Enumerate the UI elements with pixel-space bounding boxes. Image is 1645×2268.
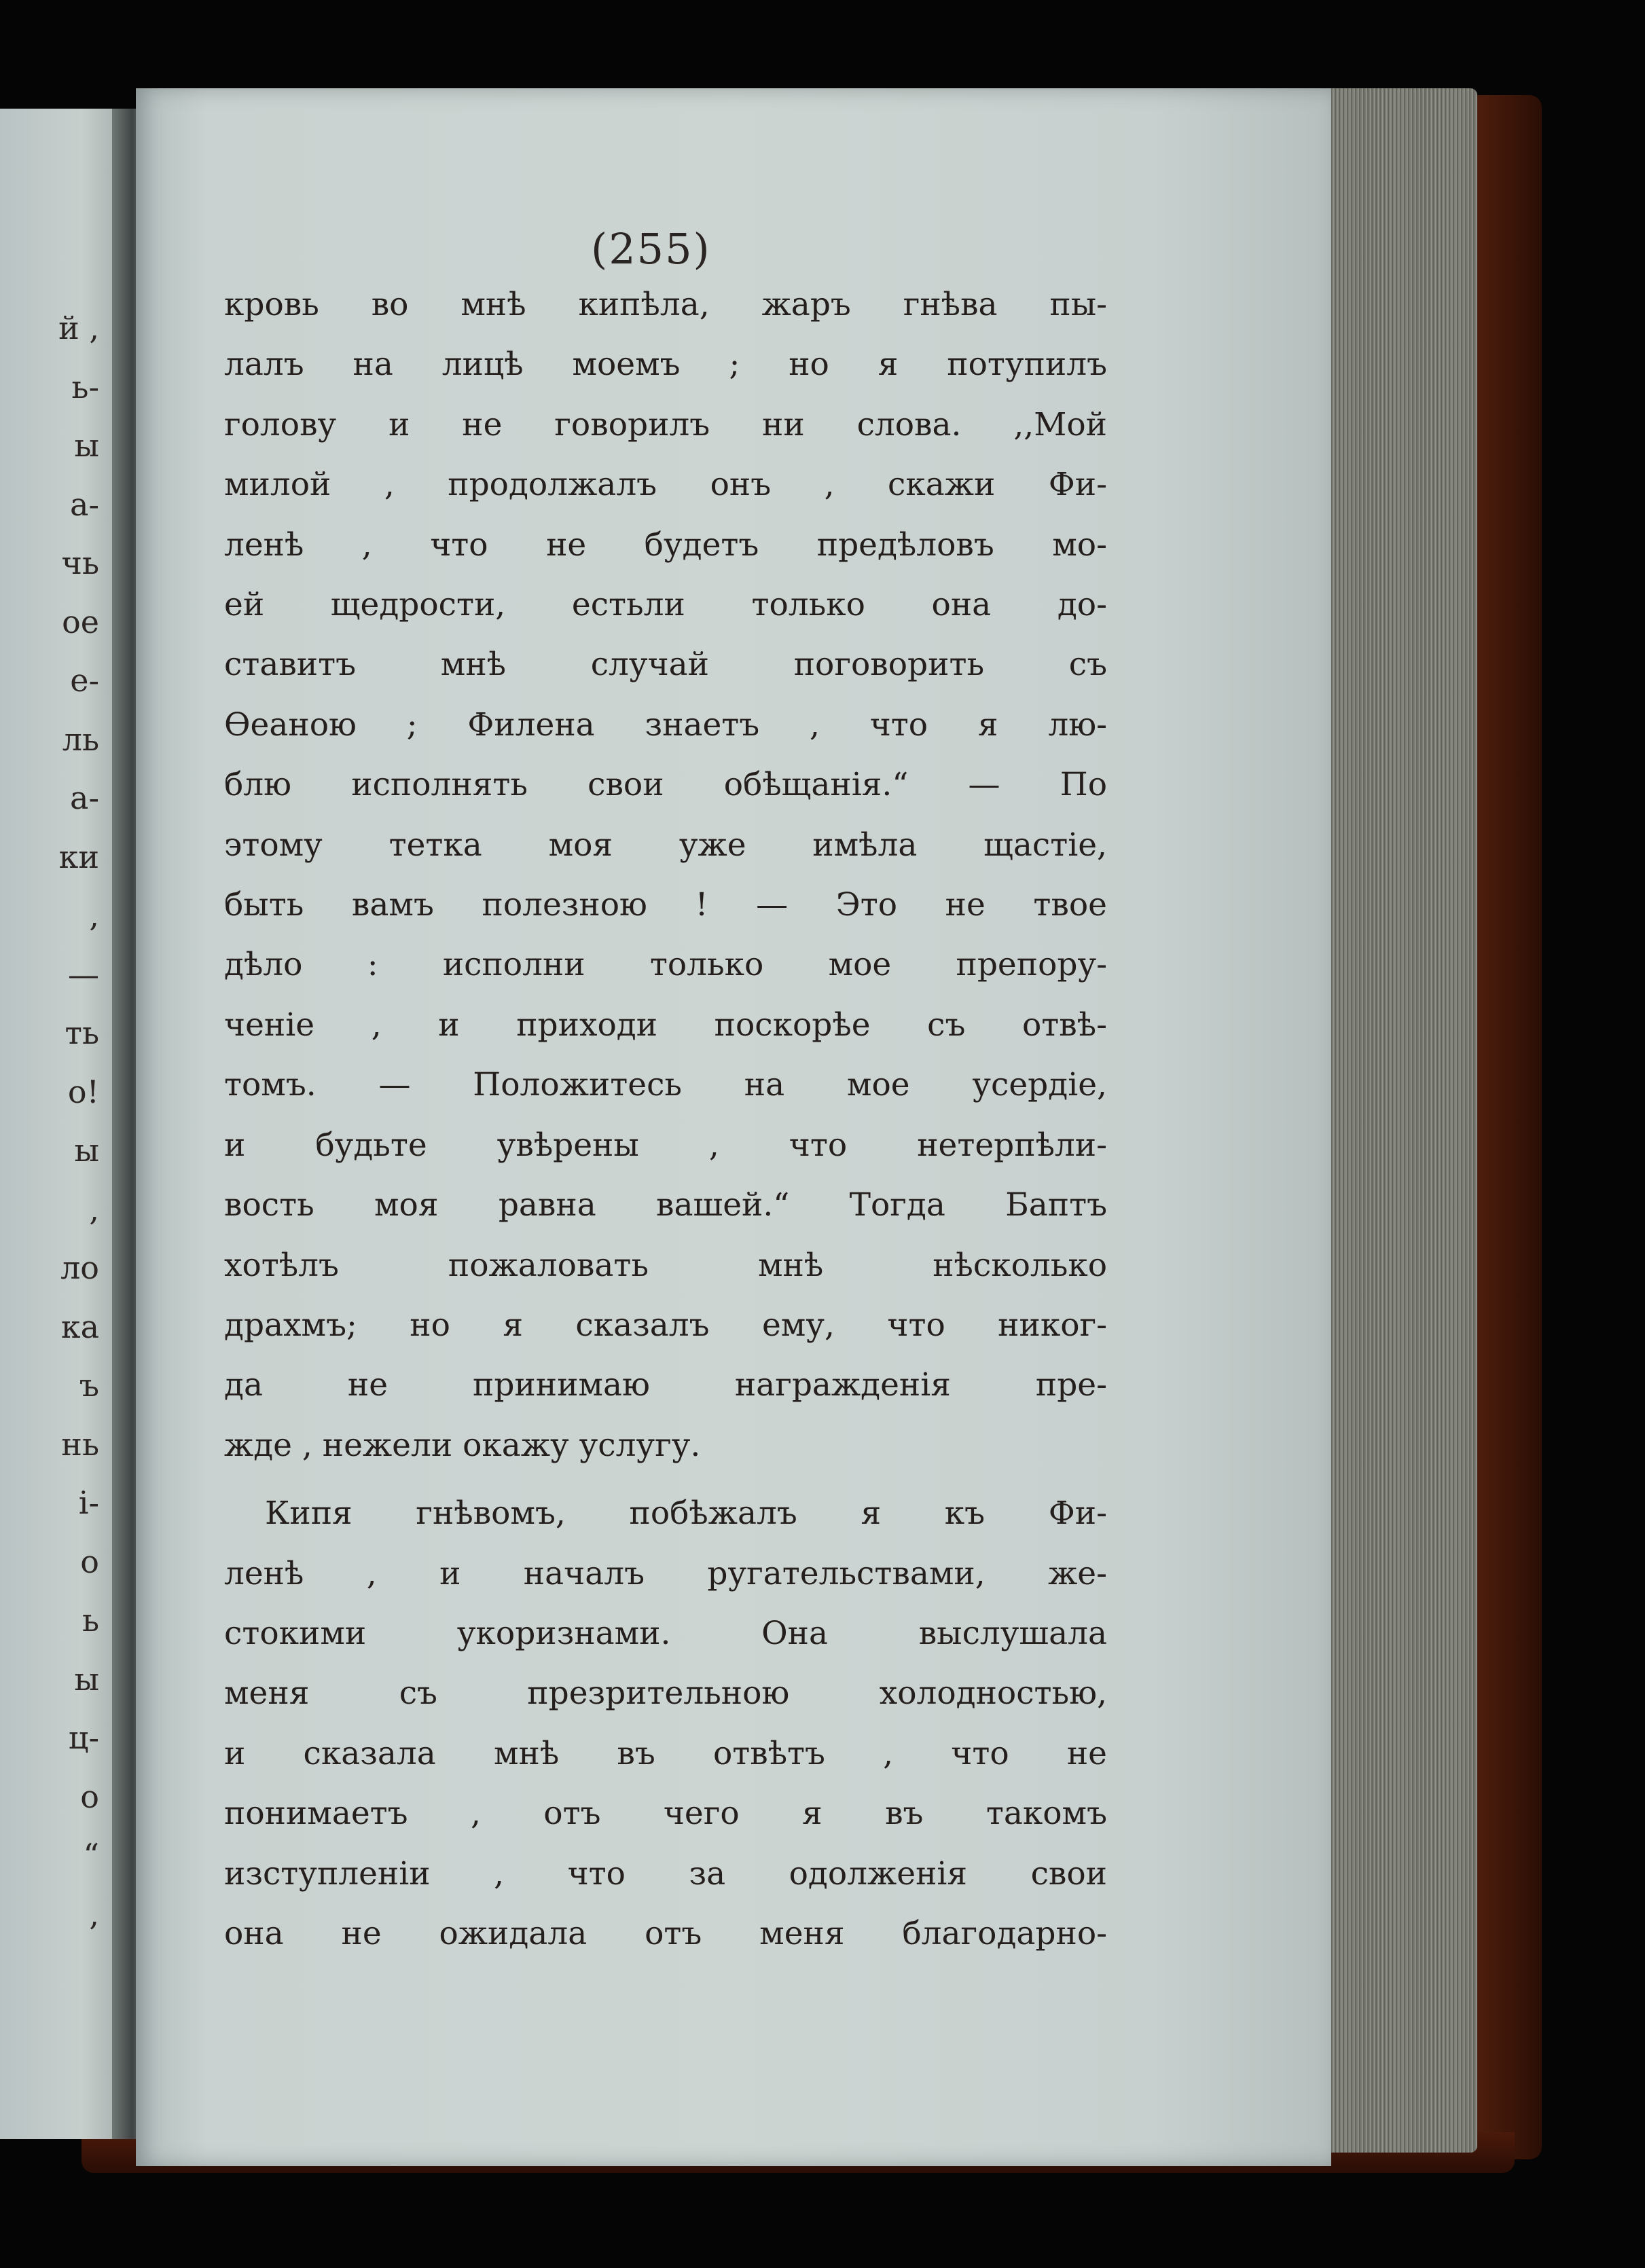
paragraph-1 <box>224 275 1107 1476</box>
text-line: меня съ презрительною холодностью, <box>224 1675 1107 1713</box>
facing-fragment: ль <box>62 720 99 758</box>
facing-fragment: о! <box>67 1073 99 1110</box>
facing-fragment: , <box>89 1895 99 1933</box>
facing-fragment: ы <box>74 427 99 464</box>
text-line: стокими укоризнами. Она выслушала <box>224 1614 1107 1652</box>
facing-fragment: о <box>80 1778 99 1815</box>
text-line: быть вамъ полезною ! — Это не твое <box>224 886 1107 924</box>
text-line: этому тетка моя уже имѣла щастіе, <box>224 826 1107 864</box>
facing-fragment: “ <box>83 1837 99 1873</box>
page-edges <box>1324 88 1477 2153</box>
facing-fragment: , <box>89 897 99 934</box>
text-line: лалъ на лицѣ моемъ ; но я потупилъ <box>224 346 1107 384</box>
text-line: голову и не говорилъ ни слова. ,,Мой <box>224 405 1107 443</box>
facing-fragment: ы <box>74 1660 99 1698</box>
facing-fragment: і- <box>78 1484 99 1521</box>
text-line: ей щедрости, естьли только она до- <box>224 586 1107 624</box>
facing-fragment: чь <box>61 545 99 581</box>
text-line: понимаетъ , отъ чего я въ такомъ <box>224 1795 1107 1833</box>
facing-fragment: ло <box>60 1249 99 1286</box>
facing-fragment: ка <box>60 1308 99 1345</box>
text-line: кровь во мнѣ кипѣла, жаръ гнѣва пы- <box>224 286 1107 323</box>
paragraph-2 <box>224 1484 1107 1964</box>
text-line: изступленіи , что за одолженія свои <box>224 1854 1107 1892</box>
text-line: и будьте увѣрены , что нетерпѣли- <box>224 1126 1107 1164</box>
text-line: драхмъ; но я сказалъ ему, что никог- <box>224 1306 1107 1344</box>
facing-fragment: ь <box>82 1602 99 1639</box>
page-number: (255) <box>591 224 711 274</box>
facing-fragment: ть <box>65 1014 99 1051</box>
text-line: жде , нежели окажу услугу. <box>224 1426 701 1464</box>
text-line: ленѣ , что не будетъ предѣловъ мо- <box>224 526 1107 564</box>
text-line: ченіе , и приходи поскорѣе съ отвѣ- <box>224 1006 1107 1044</box>
facing-fragment: ь- <box>71 368 99 405</box>
facing-fragment: ц- <box>68 1719 99 1756</box>
facing-fragment: нь <box>61 1425 99 1463</box>
facing-fragment: ки <box>58 838 99 875</box>
facing-fragment: а- <box>70 486 99 523</box>
text-line: ставитъ мнѣ случай поговорить съ <box>224 646 1107 684</box>
facing-page-text <box>0 299 109 1943</box>
facing-fragment: й , <box>58 310 99 346</box>
text-line: ленѣ , и началъ ругательствами, же- <box>224 1554 1107 1592</box>
facing-fragment: а- <box>70 780 99 816</box>
text-line: Ѳеаною ; Филена знаетъ , что я лю- <box>224 706 1107 744</box>
facing-fragment: е- <box>70 662 99 699</box>
page-body <box>224 275 1107 1964</box>
facing-fragment: , <box>89 1190 99 1228</box>
text-line: Кипя гнѣвомъ, побѣжалъ я къ Фи- <box>265 1495 1107 1533</box>
facing-fragment: ое <box>62 603 99 640</box>
facing-fragment: ъ <box>79 1367 99 1404</box>
text-line: блю исполнять свои обѣщанія.“ — По <box>224 766 1107 804</box>
text-line: милой , продолжалъ онъ , скажи Фи- <box>224 466 1107 504</box>
facing-fragment: ы <box>74 1132 99 1169</box>
text-line: да не принимаю награжденія пре- <box>224 1366 1107 1404</box>
text-line: дѣло : исполни только мое препору- <box>224 946 1107 984</box>
text-line: и сказала мнѣ въ отвѣтъ , что не <box>224 1734 1107 1772</box>
text-line: она не ожидала отъ меня благодарно- <box>224 1914 1107 1952</box>
text-line: хотѣлъ пожаловать мнѣ нѣсколько <box>224 1246 1107 1284</box>
text-line: томъ. — Положитесь на мое усердіе, <box>224 1066 1107 1104</box>
facing-fragment: — <box>68 955 99 993</box>
text-line: вость моя равна вашей.“ Тогда Баптъ <box>224 1186 1107 1224</box>
facing-fragment: о <box>80 1543 99 1580</box>
